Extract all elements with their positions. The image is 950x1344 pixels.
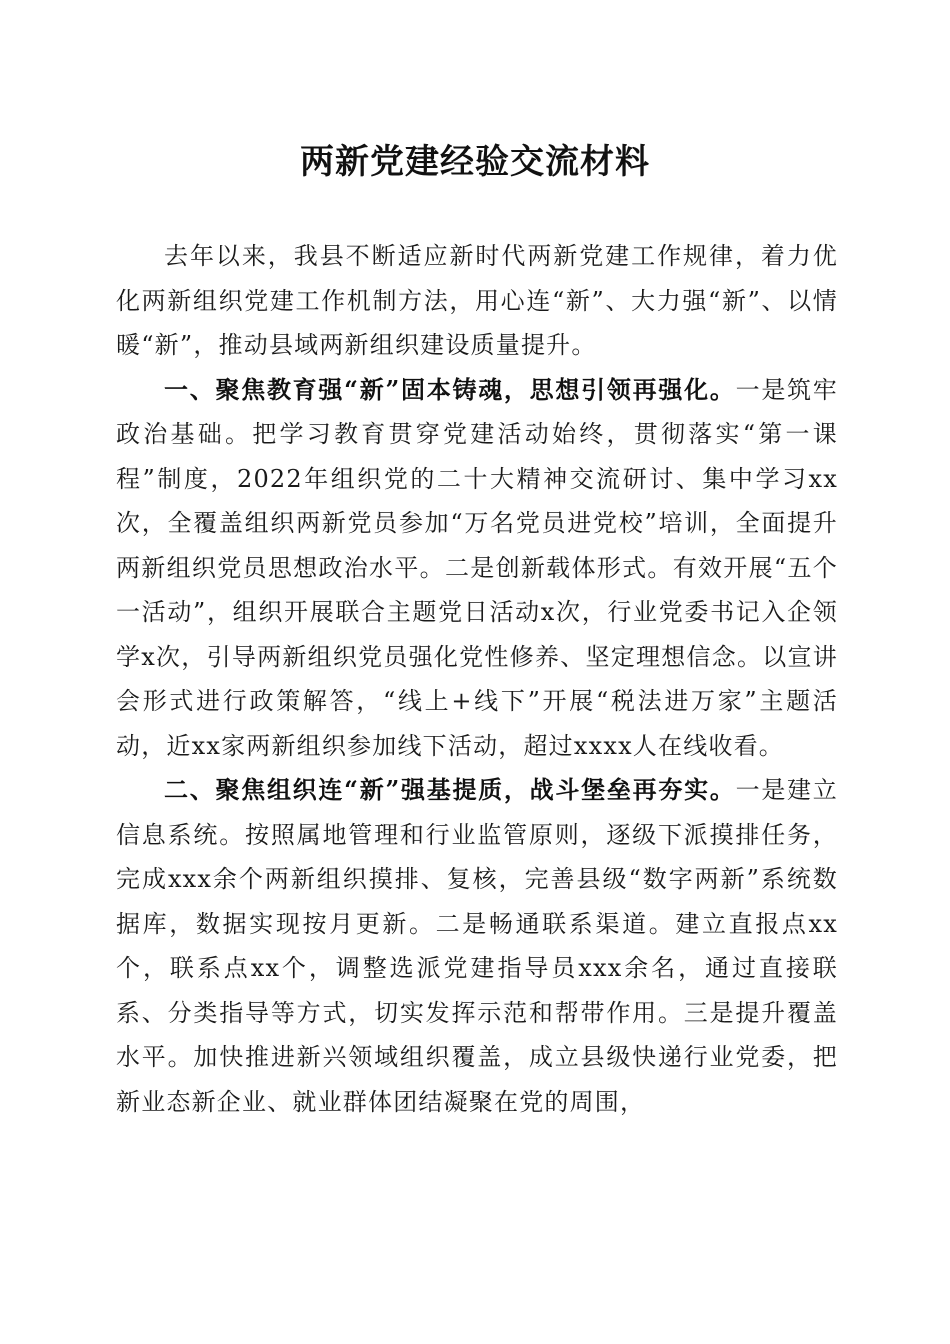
document-title: 两新党建经验交流材料 — [300, 142, 650, 182]
document-body — [116, 234, 838, 1124]
intro-paragraph — [116, 234, 838, 368]
intro-paragraph-text: 去年以来，我县不断适应新时代两新党建工作规律，着力优化两新组织党建工作机制方法，用心连“新”、大力强“新”、以情暖“新”，推动县域两新组织建设质量提升。 — [116, 242, 838, 359]
section-one-paragraph — [116, 368, 838, 769]
section-two-paragraph — [116, 768, 838, 1124]
section-one-heading: 一、聚焦教育强“新”固本铸魂，思想引领再强化。 — [164, 374, 736, 404]
section-two-text: 一是建立信息系统。按照属地管理和行业监管原则，逐级下派摸排任务，完成xxx余个两新组织摸排、复核，完善县级“数字两新”系统数据库，数据实现按月更新。二是畅通联系渠道。建立直报点xx个，联系点xx个，调整选派党建指导员xxx余名，通过直接联系、分类指导等方式，切实发挥示范和帮带作用。三是提升覆盖水平。加快推进新兴领域组织覆盖，成立县级快递行业党委，把新业态新企业、就业群体团结凝聚在党的周围， — [116, 776, 838, 1116]
section-two-heading: 二、聚焦组织连“新”强基提质，战斗堡垒再夯实。 — [164, 775, 736, 804]
section-one-text: 一是筑牢政治基础。把学习教育贯穿党建活动始终，贯彻落实“第一课程”制度，2022年组织党的二十大精神交流研讨、集中学习xx次，全覆盖组织两新党员参加“万名党员进党校”培训，全面提升两新组织党员思想政治水平。二是创新载体形式。有效开展“五个一活动”，组织开展联合主题党日活动x次，行业党委书记入企领学x次，引导两新组织党员强化党性修养、坚定理想信念。以宣讲会形式进行政策解答，“线上+线下”开展“税法进万家”主题活动，近xx家两新组织参加线下活动，超过xxxx人在线收看。 — [116, 375, 838, 760]
